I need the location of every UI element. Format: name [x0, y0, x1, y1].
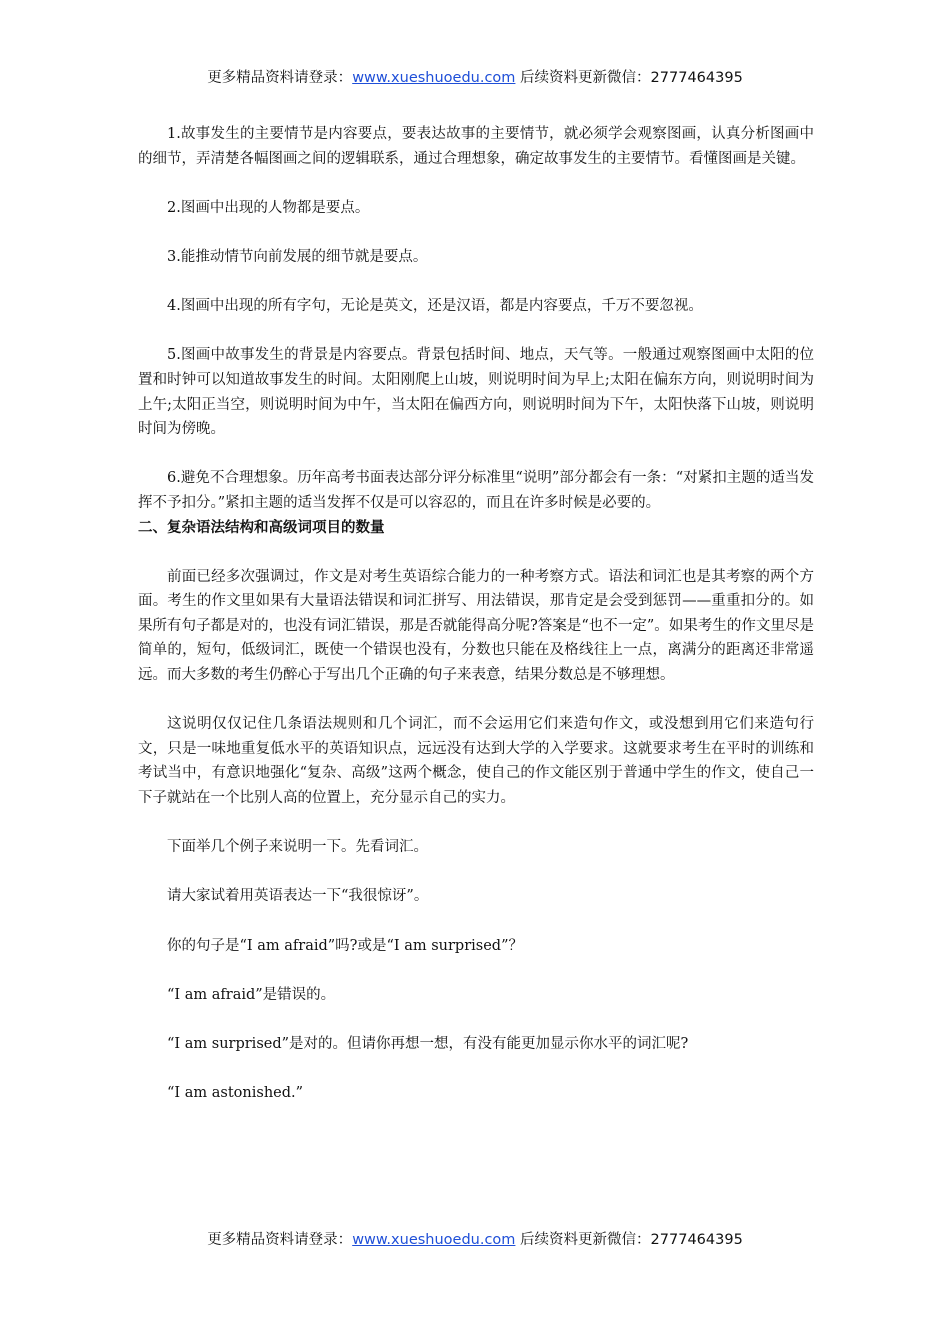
paragraph-point-3: 3.能推动情节向前发展的细节就是要点。	[167, 248, 428, 265]
paragraph-point-1: 1.故事发生的主要情节是内容要点，要表达故事的主要情节，就必须学会观察图画，认真分析图画中的细节，弄清楚各幅图画之间的逻辑联系，通过合理想象，确定故事发生的主要情节。看懂图画是关键。	[138, 126, 814, 167]
paragraph-point-2: 2.图画中出现的人物都是要点。	[167, 199, 370, 216]
header-prefix: 更多精品资料请登录：	[207, 70, 353, 86]
paragraph-example-question: 你的句子是“I am afraid”吗?或是“I am surprised”？	[167, 937, 523, 954]
paragraph-example-intro: 下面举几个例子来说明一下。先看词汇。	[167, 839, 428, 856]
paragraph-point-4: 4.图画中出现的所有字句，无论是英文，还是汉语，都是内容要点，千万不要忽视。	[167, 298, 703, 315]
section-heading: 二、复杂语法结构和高级词项目的数量	[138, 519, 385, 536]
header-website-link[interactable]: www.xueshuoedu.com	[352, 70, 516, 86]
page-header	[0, 66, 950, 87]
paragraph-example-correct: “I am surprised”是对的。但请你再想一想，有没有能更加显示你水平的词汇呢?	[167, 1035, 689, 1052]
footer-prefix: 更多精品资料请登录：	[207, 1232, 353, 1248]
document-body	[138, 122, 814, 1130]
paragraph-grammar-explanation: 这说明仅仅记住几条语法规则和几个词汇，而不会运用它们来造句作文，或没想到用它们来造句行文，只是一味地重复低水平的英语知识点，远远没有达到大学的入学要求。这就要求考生在平时的训练和考试当中，有意识地强化“复杂、高级”这两个概念，使自己的作文能区别于普通中学生的作文，使自己一下子就站在一个比别人高的位置上，充分显示自己的实力。	[138, 716, 814, 807]
header-suffix: 后续资料更新微信：2777464395	[515, 70, 743, 86]
paragraph-example-prompt: 请大家试着用英语表达一下“我很惊讶”。	[167, 888, 429, 905]
footer-suffix: 后续资料更新微信：2777464395	[515, 1232, 743, 1248]
paragraph-point-5: 5.图画中故事发生的背景是内容要点。背景包括时间、地点，天气等。一般通过观察图画中太阳的位置和时钟可以知道故事发生的时间。太阳刚爬上山坡，则说明时间为早上;太阳在偏东方向，则说明时间为上午;太阳正当空，则说明时间为中午，当太阳在偏西方向，则说明时间为下午，太阳快落下山坡，则说明时间为傍晚。	[138, 347, 814, 438]
page-footer	[0, 1228, 950, 1249]
footer-website-link[interactable]: www.xueshuoedu.com	[352, 1232, 516, 1248]
paragraph-point-6: 6.避免不合理想象。历年高考书面表达部分评分标准里“说明”部分都会有一条：“对紧扣主题的适当发挥不予扣分。”紧扣主题的适当发挥不仅是可以容忍的，而且在许多时候是必要的。	[138, 470, 814, 511]
paragraph-example-wrong: “I am afraid”是错误的。	[167, 986, 336, 1003]
paragraph-example-better: “I am astonished.”	[167, 1085, 304, 1102]
paragraph-grammar-intro: 前面已经多次强调过，作文是对考生英语综合能力的一种考察方式。语法和词汇也是其考察的两个方面。考生的作文里如果有大量语法错误和词汇拼写、用法错误，那肯定是会受到惩罚——重重扣分的。如果所有句子都是对的，也没有词汇错误，那是否就能得高分呢?答案是“也不一定”。如果考生的作文里尽是简单的，短句，低级词汇，既使一个错误也没有，分数也只能在及格线往上一点，离满分的距离还非常遥远。而大多数的考生仍醉心于写出几个正确的句子来表意，结果分数总是不够理想。	[138, 568, 814, 684]
